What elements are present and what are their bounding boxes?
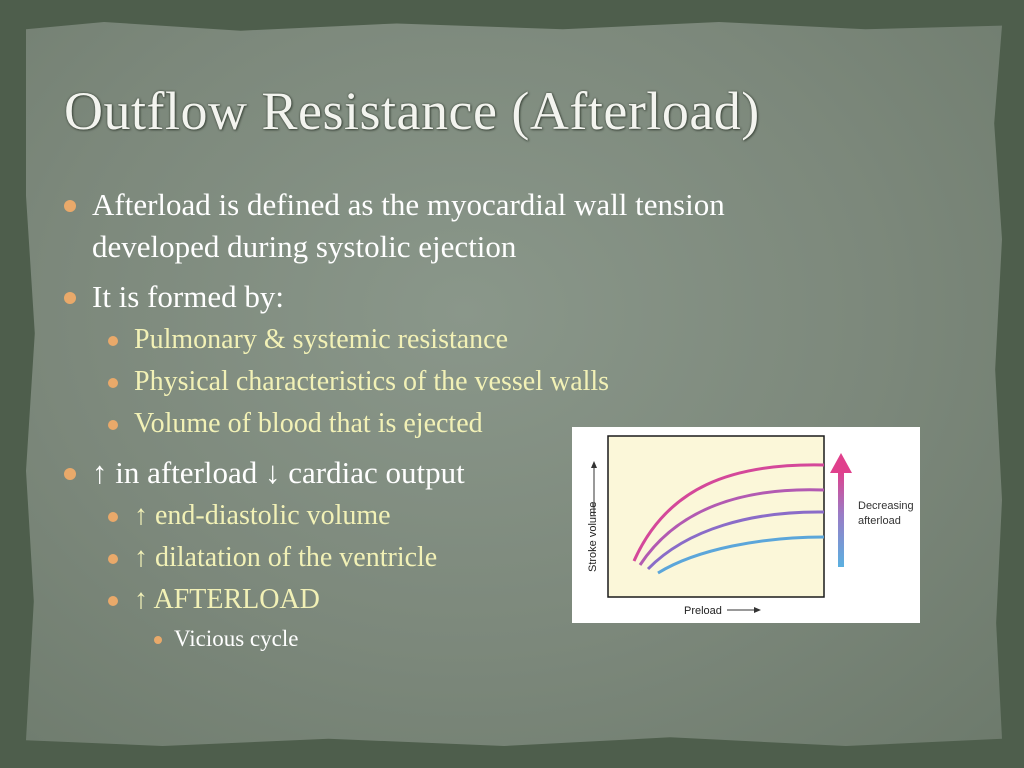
- bullet-dot-icon: [64, 468, 76, 480]
- bullet-text: Volume of blood that is ejected: [134, 408, 483, 439]
- bullet-item: [62, 276, 852, 318]
- afterload-up-arrow-icon: [830, 453, 852, 473]
- y-axis-label: Stroke volume: [587, 501, 599, 572]
- bullet-dot-icon: [108, 420, 118, 430]
- bullet-text: ↑ in afterload ↓ cardiac output: [92, 455, 465, 490]
- afterload-arrow-shaft: [838, 471, 844, 567]
- bullet-text: Afterload is defined as the myocardial wall tension developed during systolic ejection: [92, 187, 725, 264]
- bullet-dot-icon: [64, 292, 76, 304]
- y-axis-arrowhead-icon: [591, 461, 597, 468]
- bullet-text: Vicious cycle: [174, 626, 299, 651]
- bullet-dot-icon: [108, 378, 118, 388]
- afterload-arrow-label-line2: afterload: [858, 515, 901, 527]
- sub-bullet-item: [62, 320, 852, 360]
- sub-sub-bullet-item: [62, 622, 852, 656]
- bullet-dot-icon: [108, 336, 118, 346]
- bullet-text: It is formed by:: [92, 279, 284, 314]
- bullet-item: [62, 184, 852, 268]
- sub-bullet-item: [62, 362, 852, 402]
- x-axis-label: Preload: [684, 605, 722, 617]
- slide-title: Outflow Resistance (Afterload): [64, 81, 760, 141]
- bullet-text: ↑ end-diastolic volume: [134, 500, 391, 531]
- bullet-dot-icon: [108, 554, 118, 564]
- bullet-text: Pulmonary & systemic resistance: [134, 324, 509, 355]
- plot-area: [608, 436, 824, 597]
- bullet-text: ↑ AFTERLOAD: [134, 584, 320, 615]
- bullet-dot-icon: [64, 200, 76, 212]
- bullet-text: ↑ dilatation of the ventricle: [134, 542, 438, 573]
- afterload-arrow-label-line1: Decreasing: [858, 500, 914, 512]
- x-axis-arrowhead-icon: [754, 607, 761, 613]
- bullet-dot-icon: [108, 512, 118, 522]
- bullet-dot-icon: [108, 596, 118, 606]
- bullet-dot-icon: [154, 636, 162, 644]
- afterload-diagram: [572, 427, 920, 623]
- bullet-text: Physical characteristics of the vessel walls: [134, 366, 610, 397]
